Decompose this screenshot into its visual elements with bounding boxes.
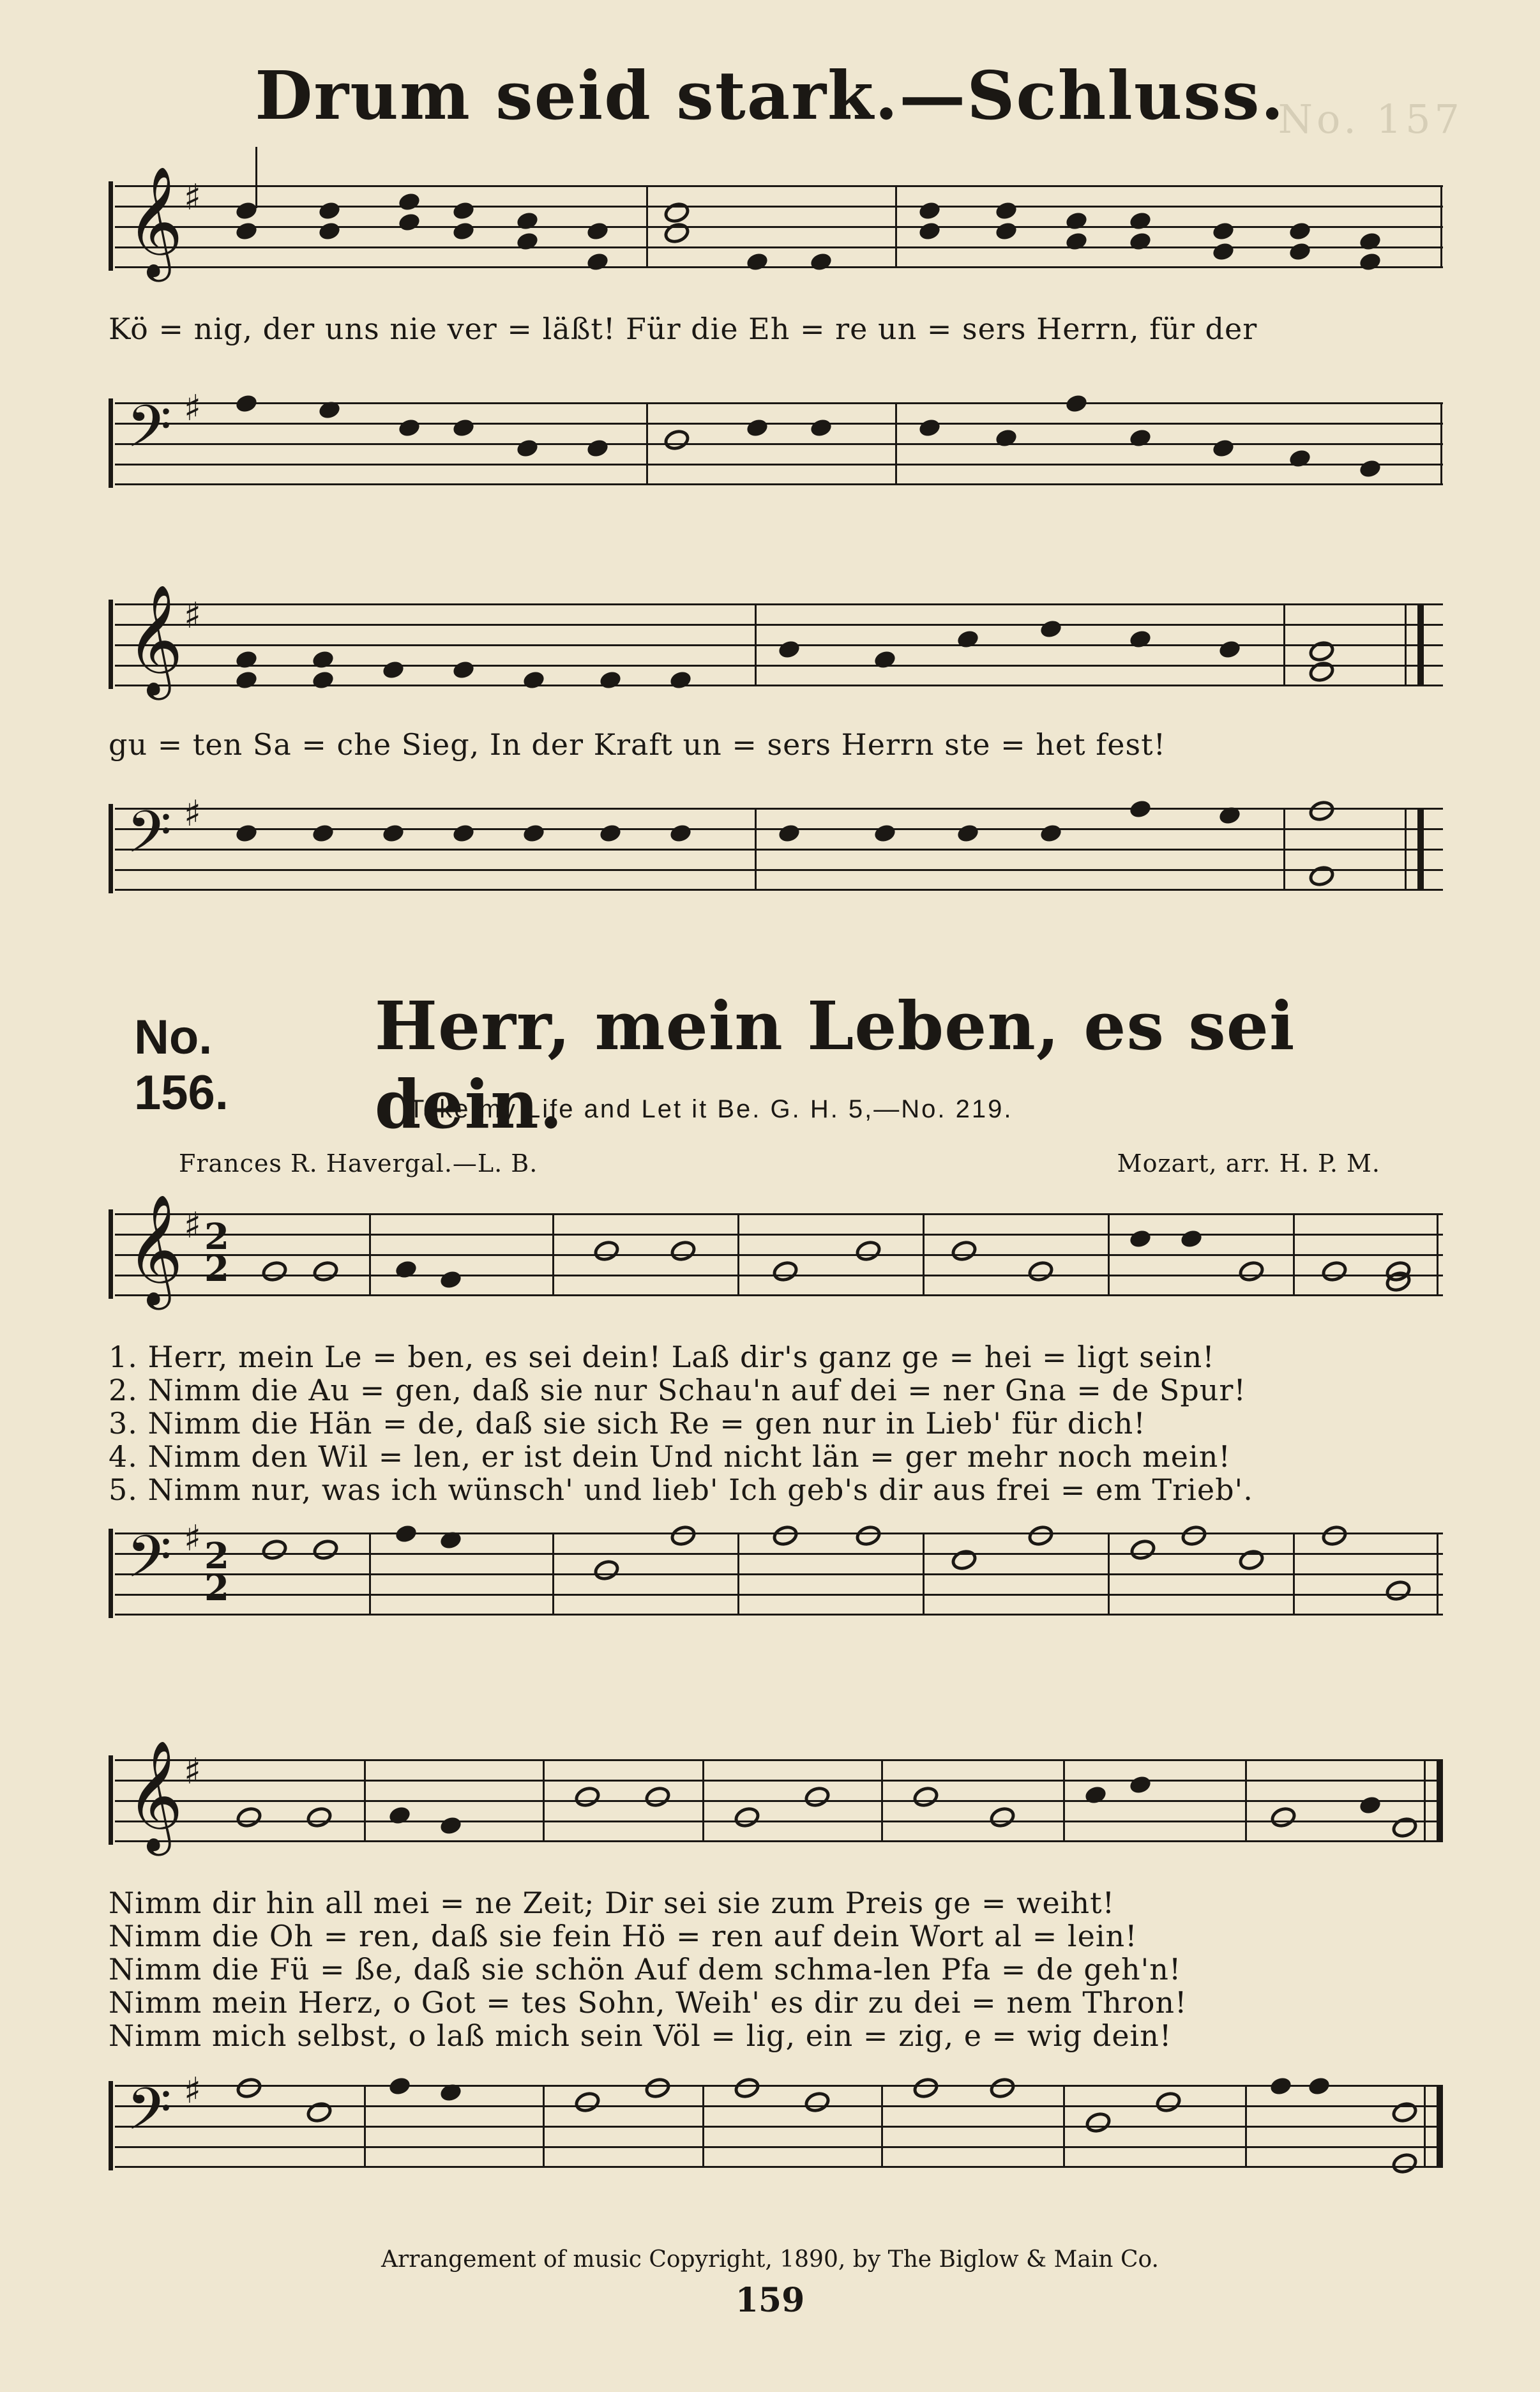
bass-clef-icon: 𝄢 [126,1523,172,1605]
bass-staff [109,1518,1443,1614]
sharp-icon: ♯ [184,2070,202,2112]
author-credit: Frances R. Havergal.—L. B. [179,1149,538,1177]
bass-staff [109,388,1443,484]
lyrics-line: Kö = nig, der uns nie ver = läßt! Für die Eh = re un = sers Herrn, für der [109,312,1258,346]
lyrics-line: gu = ten Sa = che Sieg, In der Kraft un = sers Herrn ste = het fest! [109,727,1166,762]
sharp-icon: ♯ [184,595,202,637]
treble-staff [109,166,1443,277]
page-number: 159 [735,2281,805,2320]
bleed-through-text: No. 157 [1278,96,1463,142]
bass-clef-icon: 𝄢 [126,798,172,880]
sharp-icon: ♯ [184,1751,202,1792]
treble-clef-icon: 𝄞 [126,1740,183,1851]
verse-2-line-a: 2. Nimm die Au = gen, daß sie nur Schau'n auf dei = ner Gna = de Spur! [109,1373,1246,1407]
verse-2-line-b: Nimm die Oh = ren, daß sie fein Hö = ren auf dein Wort al = lein! [109,1919,1138,1953]
treble-clef-icon: 𝄞 [126,1194,183,1305]
time-signature: 2 2 [204,1535,229,1610]
time-signature: 2 2 [204,1216,229,1291]
continued-hymn-title: Drum seid stark.—Schluss. [255,56,1285,135]
treble-clef-icon: 𝄞 [126,166,183,277]
bass-clef-icon: 𝄢 [126,393,172,474]
verse-1-line-a: 1. Herr, mein Le = ben, es sei dein! Laß dir's ganz ge = hei = ligt sein! [109,1340,1215,1374]
bass-staff [109,2070,1443,2167]
verse-1-line-b: Nimm dir hin all mei = ne Zeit; Dir sei sie zum Preis ge = weiht! [109,1886,1115,1920]
treble-staff [109,1194,1443,1305]
sharp-icon: ♯ [184,1518,202,1559]
hymn-title: Herr, mein Leben, es sei dein. [374,987,1295,1144]
verse-5-line-a: 5. Nimm nur, was ich wünsch' und lieb' Ich geb's dir aus frei = em Trieb'. [109,1472,1253,1507]
hymn-number: No. 156. [134,1010,229,1120]
bass-staff [109,793,1443,889]
sharp-icon: ♯ [184,793,202,835]
treble-staff [109,1740,1443,1851]
sharp-icon: ♯ [184,177,202,218]
verse-5-line-b: Nimm mich selbst, o laß mich sein Völ = lig, ein = zig, e = wig dein! [109,2018,1172,2053]
treble-staff [109,584,1443,695]
sharp-icon: ♯ [184,388,202,429]
bass-clef-icon: 𝄢 [126,2075,172,2157]
composer-credit: Mozart, arr. H. P. M. [1117,1149,1380,1177]
verse-4-line-b: Nimm mein Herz, o Got = tes Sohn, Weih' es dir zu dei = nem Thron! [109,1985,1188,2020]
verse-3-line-a: 3. Nimm die Hän = de, daß sie sich Re = gen nur in Lieb' für dich! [109,1406,1146,1441]
copyright-footer: Arrangement of music Copyright, 1890, by The Biglow & Main Co. [381,2246,1159,2273]
verse-3-line-b: Nimm die Fü = ße, daß sie schön Auf dem schma-len Pfa = de geh'n! [109,1952,1182,1987]
sharp-icon: ♯ [184,1205,202,1246]
verse-4-line-a: 4. Nimm den Wil = len, er ist dein Und nicht län = ger mehr noch mein! [109,1439,1231,1474]
treble-clef-icon: 𝄞 [126,584,183,695]
hymn-subtitle: Take my Life and Let it Be. G. H. 5,—No. 219. [409,1095,1013,1123]
